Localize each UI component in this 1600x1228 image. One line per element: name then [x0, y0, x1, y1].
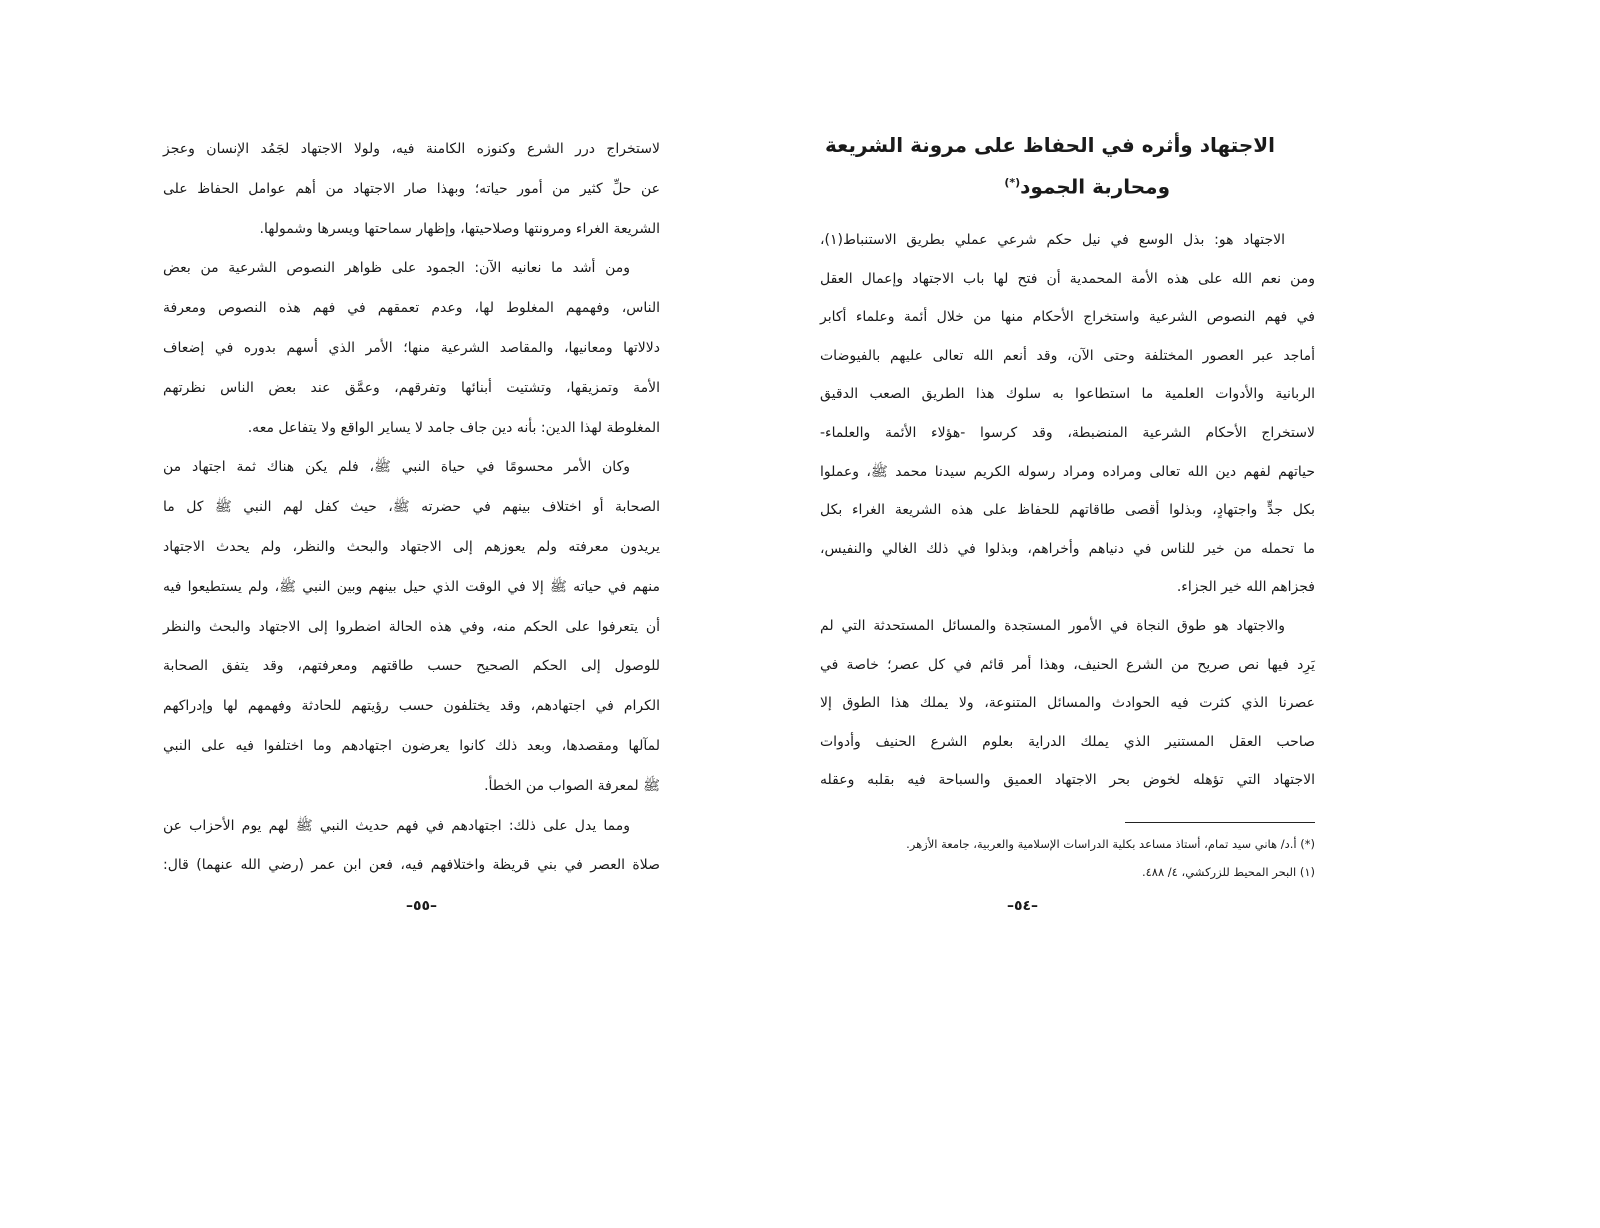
title-line-1: الاجتهاد وأثره في الحفاظ على مرونة الشريعة [825, 133, 1275, 157]
text-line: وكان الأمر محسومًا في حياة النبي ﷺ، فلم يكن هناك ثمة اجتهاد من [163, 459, 630, 476]
text-line: لاستخراج درر الشرع وكنوزه الكامنة فيه، ولولا الاجتهاد لجَمُد الإنسان وعجز [163, 141, 660, 157]
text-line: والاجتهاد هو طوق النجاة في الأمور المستجدة والمسائل المستحدثة التي لم [820, 617, 1285, 634]
page-number: –٥٤– [1006, 898, 1039, 914]
text-line: لاستخراج الأحكام الشرعية المنضبطة، وقد كرسوا -هؤلاء الأئمة والعلماء- [820, 424, 1315, 441]
right-page [820, 0, 1315, 1228]
text-line: يَرِد فيها نص صريح من الشرع الحنيف، وهذا أمر قائم في كل عصر؛ خاصة في [820, 656, 1315, 673]
footnote-divider [1125, 822, 1315, 823]
text-line: في فهم النصوص الشرعية واستخراج الأحكام منها من خلال أئمة وعلماء أكابر [820, 309, 1315, 326]
left-page-body [163, 130, 660, 886]
text-line: ﷺ لمعرفة الصواب من الخطأ. [484, 777, 660, 794]
left-page [163, 0, 660, 1228]
text-line: المغلوطة لهذا الدين: بأنه دين جاف جامد لا يساير الواقع ولا يتفاعل معه. [247, 419, 660, 436]
text-line: الاجتهاد هو: بذل الوسع في نيل حكم شرعي عملي بطريق الاستنباط(١)، [820, 232, 1285, 248]
text-line: حياتهم لفهم دين الله تعالى ومراده ومراد رسوله الكريم سيدنا محمد ﷺ، وعملوا [820, 463, 1315, 480]
text-line: ما تحمله من خير للناس في دنياهم وأخراهم، وبذلوا في ذلك الغالي والنفيس، [820, 540, 1315, 557]
text-line: الأمة وتمزيقها، وتشتيت أبنائها وتفرقهم، وعمَّق عند بعض الناس نظرتهم [163, 379, 660, 396]
text-line: دلالاتها ومعانيها، والمقاصد الشرعية منها؛ الأمر الذي أسهم بدوره في إضعاف [163, 339, 660, 356]
article-title [820, 126, 1315, 206]
text-line: ومما يدل على ذلك: اجتهادهم في فهم حديث النبي ﷺ لهم يوم الأحزاب عن [163, 817, 630, 834]
text-line: الناس، وفهمهم المغلوط لها، وعدم تعمقهم في فهم هذه النصوص ومعرفة [163, 300, 660, 317]
text-line: الربانية والأدوات العلمية ما استطاعوا به سلوك هذا الطريق الصعب الدقيق [820, 386, 1315, 403]
text-line: منهم في حياته ﷺ إلا في الوقت الذي حيل بينهم وبين النبي ﷺ، ولم يستطيعوا فيه [163, 578, 660, 595]
text-line: ومن أشد ما نعانيه الآن: الجمود على ظواهر النصوص الشرعية من بعض [163, 260, 630, 277]
text-line: فجزاهم الله خير الجزاء. [1176, 579, 1315, 596]
footnote-author: (*) أ.د/ هاني سيد تمام، أستاذ مساعد بكلية الدراسات الإسلامية والعربية، جامعة الأزهر. [906, 837, 1315, 851]
text-line: صلاة العصر في بني قريظة واختلافهم فيه، فعن ابن عمر (رضي الله عنهما) قال: [163, 857, 660, 874]
text-line: عصرنا الذي كثرت فيه الحوادث والمسائل المتنوعة، ولا يملك هذا الطوق إلا [820, 695, 1315, 712]
footnote-1: (١) البحر المحيط للزركشي، ٤/ ٤٨٨. [1141, 865, 1315, 879]
text-line: ومن نعم الله على هذه الأمة المحمدية أن فتح لها باب الاجتهاد وإعمال العقل [820, 270, 1315, 287]
text-line: الاجتهاد التي تؤهله لخوض بحر الاجتهاد العميق والسباحة فيه بقلبه وعقله [820, 772, 1315, 789]
text-line: الكرام في اجتهادهم، وقد يختلفون حسب رؤيتهم للحادثة وفهمهم لها وإدراكهم [163, 698, 660, 715]
text-line: صاحب العقل المستنير الذي يملك الدراية بعلوم الشرع الحنيف وأدوات [820, 733, 1315, 750]
text-line: لمآلها ومقصدها، وبعد ذلك كانوا يعرضون اجتهادهم وما اختلفوا فيه على النبي [163, 737, 660, 754]
page-number: –٥٥– [405, 898, 438, 914]
text-line: بكل جدٍّ واجتهادٍ، وبذلوا أقصى طاقاتهم للحفاظ على هذه الشريعة الغراء بكل [820, 502, 1315, 519]
title-line-2-text: ومحاربة الجمود [1020, 174, 1170, 199]
text-line: أماجد عبر العصور المختلفة وحتى الآن، وقد أنعم الله تعالى عليهم بالفيوضات [820, 347, 1315, 364]
title-line-2 [820, 164, 1315, 206]
text-line: الصحابة أو اختلاف بينهم في حضرته ﷺ، حيث كفل لهم النبي ﷺ كل ما [163, 499, 660, 516]
right-page-body [820, 221, 1315, 800]
text-line: للوصول إلى الحكم الصحيح حسب طاقتهم ومعرفتهم، وقد يتفق الصحابة [163, 658, 660, 675]
text-line: عن حلِّ كثير من أمور حياته؛ وبهذا صار الاجتهاد من أهم عوامل الحفاظ على [163, 180, 660, 197]
footnotes [820, 830, 1315, 886]
title-footnote-marker: (*) [1004, 176, 1021, 189]
text-line: يريدون معرفته ولم يعوزهم إلى الاجتهاد والبحث والنظر، ولم يحدث الاجتهاد [163, 538, 660, 555]
text-line: الشريعة الغراء ومرونتها وصلاحيتها، وإظهار سماحتها ويسرها وشمولها. [259, 220, 660, 237]
text-line: أن يتعرفوا على الحكم منه، وفي هذه الحالة اضطروا إلى الاجتهاد والبحث والنظر [163, 618, 660, 635]
